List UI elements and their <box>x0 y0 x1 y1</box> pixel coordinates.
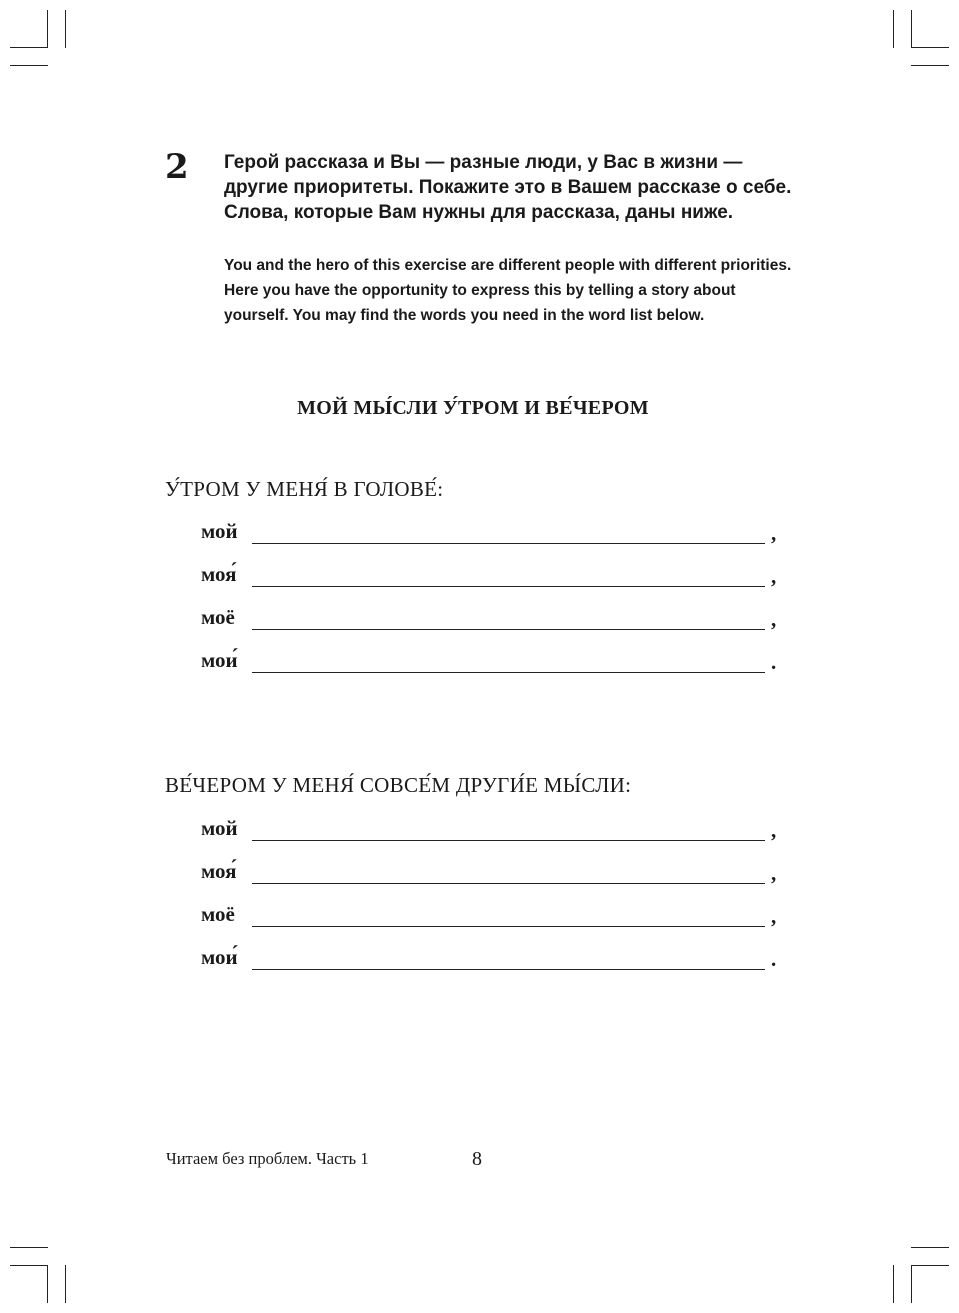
answer-blank[interactable] <box>252 586 765 587</box>
crop-mark <box>65 1265 66 1303</box>
fill-punctuation: , <box>771 818 777 842</box>
fill-punctuation: , <box>771 521 777 545</box>
crop-mark <box>893 10 894 48</box>
crop-mark <box>65 10 66 48</box>
crop-mark <box>10 1247 48 1248</box>
exercise-number: 2 <box>165 147 189 187</box>
fill-word: мои́ <box>201 945 238 969</box>
fill-punctuation: . <box>771 650 777 674</box>
page-number: 8 <box>472 1148 482 1170</box>
answer-blank[interactable] <box>252 672 765 673</box>
instruction-english: You and the hero of this exercise are different people with different priorities. Here you have the opportunity to express this by telling a story about yourself. You may find the words you need in the word list below. <box>224 257 792 324</box>
crop-mark <box>893 1265 894 1303</box>
crop-mark <box>911 1265 912 1303</box>
crop-mark <box>911 10 912 48</box>
answer-blank[interactable] <box>252 969 765 970</box>
exercise-title: МОЙ МЫ́СЛИ У́ТРОМ И ВЕ́ЧЕРОМ <box>297 397 649 419</box>
evening-heading: ВЕ́ЧЕРОМ У МЕНЯ́ СОВСЕ́М ДРУГИ́Е МЫ́СЛИ: <box>165 773 632 797</box>
crop-mark <box>47 10 48 48</box>
fill-word: мой <box>201 519 238 543</box>
crop-mark <box>10 65 48 66</box>
fill-word: моя́ <box>201 859 237 883</box>
evening-fill-line <box>201 860 791 886</box>
fill-punctuation: , <box>771 607 777 631</box>
fill-punctuation: , <box>771 904 777 928</box>
crop-mark <box>911 1247 949 1248</box>
evening-fill-line <box>201 946 791 972</box>
fill-punctuation: , <box>771 564 777 588</box>
answer-blank[interactable] <box>252 883 765 884</box>
crop-mark <box>911 1265 949 1266</box>
answer-blank[interactable] <box>252 840 765 841</box>
fill-punctuation: , <box>771 861 777 885</box>
fill-punctuation: . <box>771 947 777 971</box>
answer-blank[interactable] <box>252 543 765 544</box>
morning-fill-line <box>201 606 791 632</box>
morning-heading: У́ТРОМ У МЕНЯ́ В ГОЛОВЕ́: <box>165 477 444 501</box>
morning-fill-line <box>201 563 791 589</box>
fill-word: мои́ <box>201 648 238 672</box>
morning-fill-line <box>201 649 791 675</box>
fill-word: моя́ <box>201 562 237 586</box>
instruction-russian: Герой рассказа и Вы — разные люди, у Вас в жизни — другие приоритеты. Покажите это в Вашем рассказе о себе. Слова, которые Вам нужны для рассказа, даны ниже. <box>224 152 792 223</box>
fill-word: моё <box>201 605 235 629</box>
answer-blank[interactable] <box>252 926 765 927</box>
crop-mark <box>911 65 949 66</box>
crop-mark <box>10 1265 48 1266</box>
answer-blank[interactable] <box>252 629 765 630</box>
crop-mark <box>10 47 48 48</box>
fill-word: моё <box>201 902 235 926</box>
fill-word: мой <box>201 816 238 840</box>
evening-fill-line <box>201 903 791 929</box>
morning-fill-line <box>201 520 791 546</box>
crop-mark <box>911 47 949 48</box>
evening-fill-line <box>201 817 791 843</box>
footer-book-title: Читаем без проблем. Часть 1 <box>166 1149 369 1168</box>
crop-mark <box>47 1265 48 1303</box>
